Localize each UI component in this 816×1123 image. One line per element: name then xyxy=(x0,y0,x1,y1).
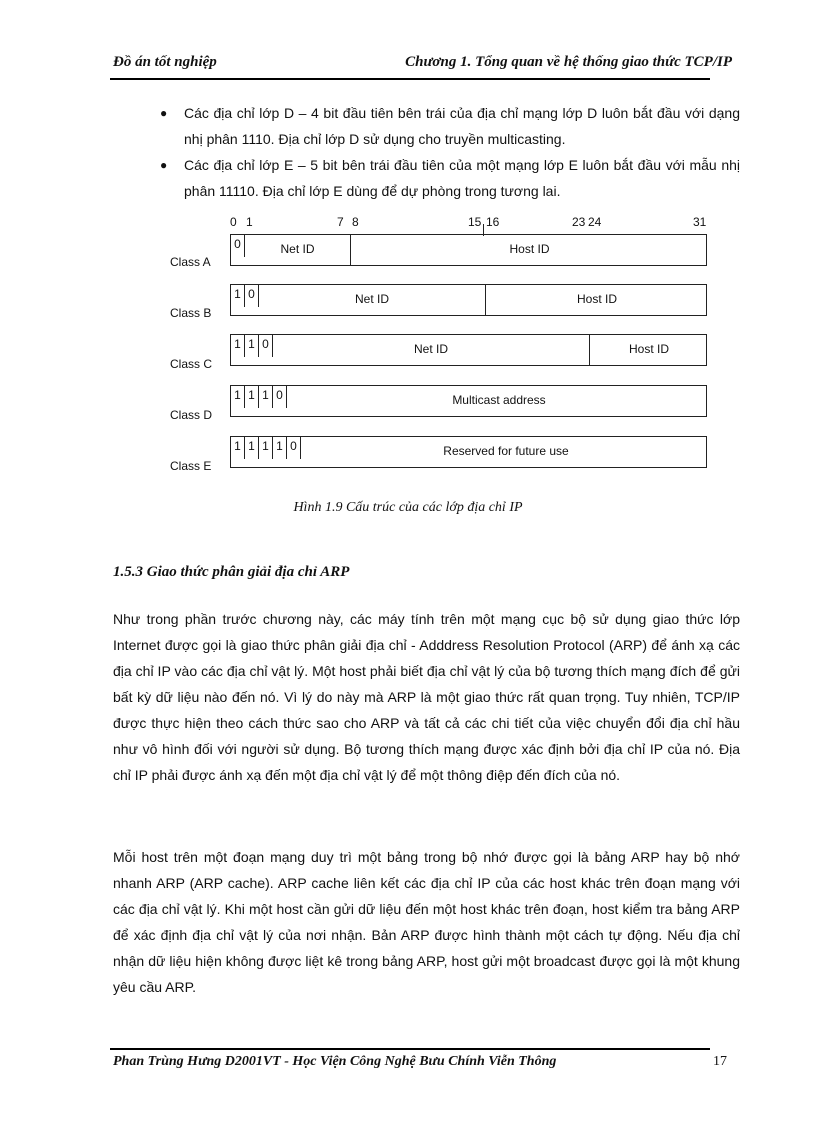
bit-cell: 1 xyxy=(259,437,273,459)
bullet-text: Các địa chỉ lớp E – 5 bit bên trái đầu tiên của một mạng lớp E luôn bắt đầu với mẫu nhị phân 11110. Địa chỉ lớp E dùng để dự phòng trong tương lai. xyxy=(184,157,740,199)
bit-cell: 1 xyxy=(231,335,245,357)
ip-class-diagram xyxy=(160,212,720,482)
bit-tick: 16 xyxy=(486,215,500,229)
class-b-row xyxy=(230,284,707,316)
bullet-item xyxy=(160,152,740,204)
net-id-field: Net ID xyxy=(413,342,448,356)
bit-cell: 1 xyxy=(245,386,259,408)
bit-tick: 0 xyxy=(230,215,237,229)
bit-tick: 7 xyxy=(337,215,344,229)
section-title: 1.5.3 Giao thức phân giải địa chỉ ARP xyxy=(113,564,350,580)
bit-cell: 0 xyxy=(231,235,245,257)
class-a-row xyxy=(230,234,707,266)
bullet-item xyxy=(160,100,740,152)
class-label: Class B xyxy=(170,306,212,320)
bit-cell: 0 xyxy=(245,285,259,307)
header-rule xyxy=(110,78,710,80)
class-d-row xyxy=(230,385,707,417)
paragraph: Mỗi host trên một đoạn mạng duy trì một bảng trong bộ nhớ được gọi là bảng ARP hay bộ nhớ nhanh ARP (ARP cache). ARP cache liên kết các địa chỉ IP của các host khác trên đoạn mạng với các địa chỉ vật lý. Khi một host cần gửi dữ liệu đến một host khác trên đoạn, host kiểm tra bảng ARP để xác định địa chỉ vật lý của nơi nhận. Bản ARP được hình thành một cách tự động. Nếu địa chỉ nhận dữ liệu hiện không được liệt kê trong bảng ARP, host gửi một broadcast được gọi là một khung yêu cầu ARP. xyxy=(113,849,740,995)
bit-cell: 1 xyxy=(231,437,245,459)
bit-cell: 1 xyxy=(245,437,259,459)
class-label: Class C xyxy=(170,357,213,371)
bit-cell: 0 xyxy=(259,335,273,357)
bullet-icon: ● xyxy=(160,106,168,120)
bit-cell: 0 xyxy=(287,437,301,459)
host-id-field: Host ID xyxy=(589,335,708,365)
figure-caption: Hình 1.9 Cấu trúc của các lớp địa chỉ IP xyxy=(293,500,523,515)
header-right: Chương 1. Tổng quan về hệ thống giao thức TCP/IP xyxy=(405,54,732,70)
reserved-field: Reserved for future use xyxy=(443,444,569,458)
net-id-field: Net ID xyxy=(354,292,389,306)
bit-tick: 1 xyxy=(246,215,253,229)
bit-tick: 31 xyxy=(693,215,707,229)
host-id-field: Host ID xyxy=(485,285,708,315)
bullet-icon: ● xyxy=(160,158,168,172)
bit-cell: 1 xyxy=(231,386,245,408)
bit-cell: 1 xyxy=(245,335,259,357)
bit-cell: 1 xyxy=(259,386,273,408)
footer-left: Phan Trùng Hưng D2001VT - Học Viện Công Nghệ Bưu Chính Viễn Thông xyxy=(113,1054,557,1069)
class-label: Class D xyxy=(170,408,213,422)
bit-tick: 24 xyxy=(588,215,602,229)
class-label: Class A xyxy=(170,255,211,269)
bit-cell: 1 xyxy=(231,285,245,307)
bullet-text: Các địa chỉ lớp D – 4 bit đầu tiên bên trái của địa chỉ mạng lớp D luôn bắt đầu với dạng nhị phân 1110. Địa chỉ lớp D sử dụng cho truyền multicasting. xyxy=(184,105,740,147)
bit-tick: 15 xyxy=(468,215,482,229)
header-left: Đồ án tốt nghiệp xyxy=(113,54,217,70)
class-c-row xyxy=(230,334,707,366)
class-e-row xyxy=(230,436,707,468)
bit-tick: 23 xyxy=(572,215,586,229)
bit-cell: 1 xyxy=(273,437,287,459)
paragraph: Như trong phần trước chương này, các máy tính trên một mạng cục bộ sử dụng giao thức lớp Internet được gọi là giao thức phân giải địa chỉ - Adddress Resolution Protocol (ARP) để ánh xạ các địa chỉ IP vào các địa chỉ vật lý. Một host phải biết địa chỉ vật lý của bộ tương thích mạng đích để gửi bất kỳ dữ liệu nào đến nó. Vì lý do này mà ARP là một giao thức rất quan trọng. Tuy nhiên, TCP/IP được thực hiện theo cách thức sao cho ARP và tất cả các chi tiết của việc chuyển đổi địa chỉ hầu như vô hình đối với người sử dụng. Bộ tương thích mạng được xác định bởi địa chỉ IP của nó. Địa chỉ IP phải được ánh xạ đến một địa chỉ vật lý để một thông điệp đến đích của nó. xyxy=(113,611,740,783)
bit-cell: 0 xyxy=(273,386,287,408)
net-id-field: Net ID xyxy=(280,242,315,256)
multicast-field: Multicast address xyxy=(452,393,546,407)
bullet-list xyxy=(160,100,740,204)
bit-tick: 8 xyxy=(352,215,359,229)
footer-rule xyxy=(110,1048,710,1050)
host-id-field: Host ID xyxy=(350,235,708,265)
page-number: 17 xyxy=(713,1054,727,1069)
class-label: Class E xyxy=(170,459,212,473)
